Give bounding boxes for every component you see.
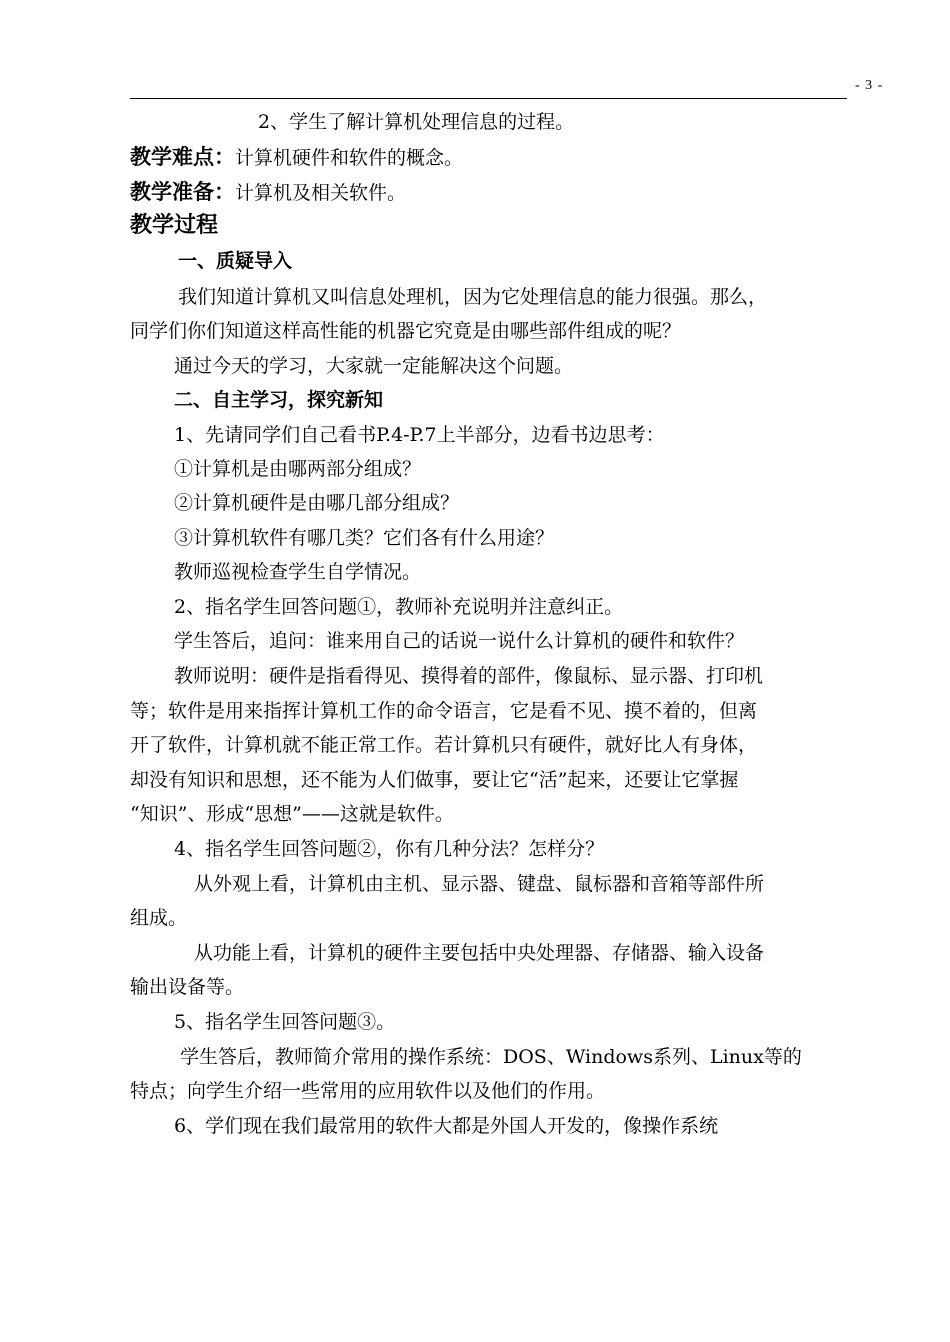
part2-step1: 1、先请同学们自己看书P.4-P.7上半部分，边看书边思考：: [174, 424, 665, 446]
difficulty-text: 计算机硬件和软件的概念。: [235, 147, 464, 169]
teacher-explanation-line1: 教师说明：硬件是指看得见、摸得着的部件，像鼠标、显示器、打印机: [174, 665, 764, 687]
appearance-line2: 组成。: [130, 907, 188, 929]
os-intro-line2: 特点；向学生介绍一些常用的应用软件以及他们的作用。: [130, 1080, 606, 1102]
preparation-label: 教学准备：: [130, 179, 235, 204]
header-rule: [130, 98, 847, 99]
teacher-explanation-line4: 却没有知识和思想，还不能为人们做事，要让它“活”起来，还要让它掌握: [130, 769, 739, 791]
question-3: ③计算机软件有哪几类？它们各有什么用途？: [174, 527, 555, 549]
followup-question: 学生答后，追问：谁来用自己的话说一说什么计算机的硬件和软件？: [174, 630, 745, 652]
part1-paragraph2: 通过今天的学习，大家就一定能解决这个问题。: [174, 355, 574, 377]
function-line1: 从功能上看，计算机的硬件主要包括中央处理器、存储器、输入设备: [194, 942, 765, 964]
part2-step5: 5、指名学生回答问题③。: [174, 1011, 396, 1033]
function-line2: 输出设备等。: [130, 976, 245, 998]
question-1: ①计算机是由哪两部分组成？: [174, 458, 422, 480]
question-2: ②计算机硬件是由哪几部分组成？: [174, 492, 460, 514]
os-intro-line1: 学生答后，教师简介常用的操作系统：DOS、Windows系列、Linux等的: [180, 1046, 802, 1068]
part2-step6: 6、学们现在我们最常用的软件大都是外国人开发的，像操作系统: [174, 1115, 719, 1137]
appearance-line1: 从外观上看，计算机由主机、显示器、键盘、鼠标器和音箱等部件所: [194, 873, 765, 895]
preparation-row: [130, 180, 406, 205]
goal-item-2: 2、学生了解计算机处理信息的过程。: [258, 111, 575, 133]
part1-paragraph1-line2: 同学们你们知道这样高性能的机器它究竟是由哪些部件组成的呢？: [130, 320, 682, 342]
teacher-explanation-line2: 等；软件是用来指挥计算机工作的命令语言，它是看不见、摸不着的，但离: [130, 700, 758, 722]
difficulty-row: [130, 145, 463, 170]
difficulty-label: 教学难点：: [130, 144, 235, 169]
teacher-explanation-line5: “知识”、形成“思想”——这就是软件。: [130, 803, 454, 825]
teacher-check: 教师巡视检查学生自学情况。: [174, 561, 422, 583]
part2-step2: 2、指名学生回答问题①，教师补充说明并注意纠正。: [174, 596, 624, 618]
part1-paragraph1-line1: 我们知道计算机又叫信息处理机，因为它处理信息的能力很强。那么，: [178, 286, 768, 308]
process-title: 教学过程: [130, 212, 219, 238]
page-number: - 3 -: [855, 78, 884, 93]
part2-step4: 4、指名学生回答问题②，你有几种分法？怎样分？: [174, 838, 605, 860]
teacher-explanation-line3: 开了软件，计算机就不能正常工作。若计算机只有硬件，就好比人有身体，: [130, 734, 758, 756]
part1-heading: 一、质疑导入: [178, 250, 293, 272]
preparation-text: 计算机及相关软件。: [235, 182, 407, 204]
part2-heading: 二、自主学习，探究新知: [174, 389, 384, 411]
